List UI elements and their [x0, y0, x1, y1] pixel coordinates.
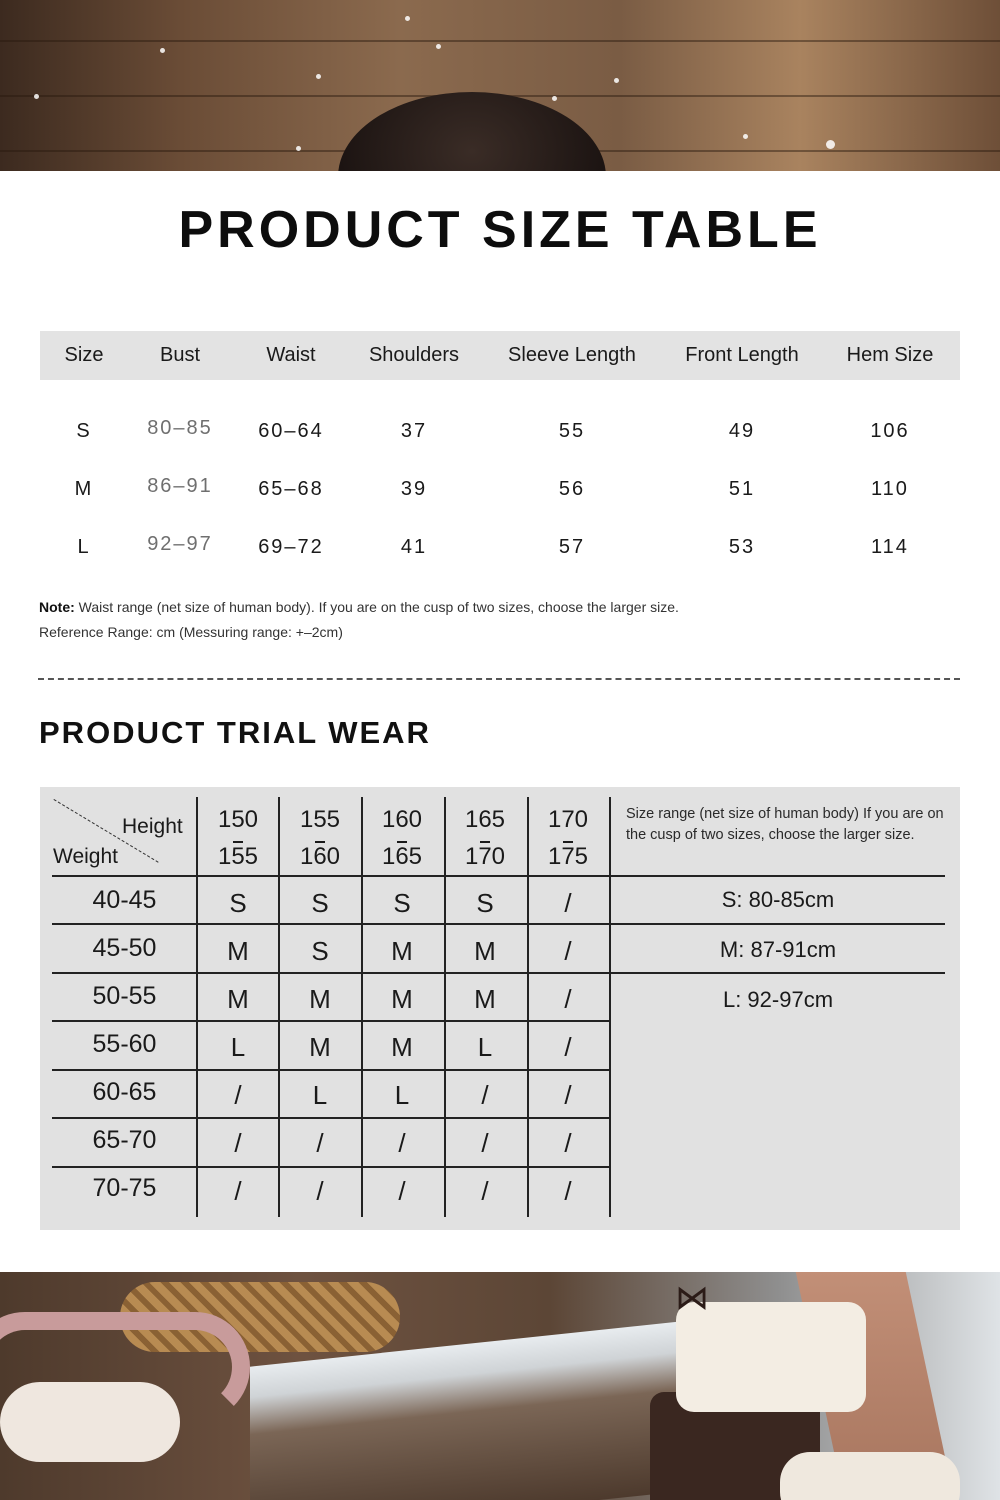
weight-cell: 50-55: [92, 982, 157, 1010]
header-waist: Waist: [266, 344, 316, 366]
page-title: PRODUCT SIZE TABLE: [178, 201, 822, 259]
size-value: S: [393, 888, 411, 918]
height-header: 165 170: [444, 801, 526, 875]
size-table-row: [40, 469, 960, 509]
weight-cell: 40-45: [92, 886, 157, 914]
size-value: M: [227, 984, 249, 1014]
sleeve-length-cell: 57: [558, 536, 586, 558]
front-length-cell: 53: [728, 536, 756, 558]
size-range-s: S: 80-85cm: [721, 887, 835, 912]
size-value: /: [316, 1176, 324, 1206]
size-value: M: [309, 984, 331, 1014]
size-cell: S: [76, 420, 92, 442]
size-cell: L: [77, 536, 91, 558]
section-divider: [38, 678, 960, 680]
weight-cell: 60-65: [92, 1078, 157, 1106]
height-header: 160 165: [361, 801, 443, 875]
size-value: /: [564, 936, 572, 966]
size-value: M: [309, 1032, 331, 1062]
model-hair: [338, 92, 606, 171]
hem-size-cell: 106: [870, 420, 910, 442]
size-cell: M: [74, 478, 94, 500]
size-value: /: [564, 1128, 572, 1158]
size-value: /: [481, 1176, 489, 1206]
size-range-l: L: 92-97cm: [722, 987, 834, 1012]
size-table-header: [40, 331, 960, 380]
fur-bag: [0, 1382, 180, 1462]
size-value: /: [234, 1128, 242, 1158]
trial-wear-title: PRODUCT TRIAL WEAR: [39, 715, 431, 750]
size-value: /: [564, 984, 572, 1014]
front-length-cell: 49: [728, 420, 756, 442]
size-value: /: [316, 1128, 324, 1158]
size-value: S: [311, 936, 329, 966]
note-label: Note:: [39, 599, 75, 615]
waist-cell: 69–72: [258, 536, 324, 558]
size-value: /: [234, 1176, 242, 1206]
note-line-1: Waist range (net size of human body). If you are on the cusp of two sizes, choose the larger size.: [74, 599, 679, 615]
size-value: /: [564, 1176, 572, 1206]
weight-label: Weight: [53, 845, 118, 868]
size-value: L: [312, 1080, 328, 1110]
sleeve-length-cell: 56: [558, 478, 586, 500]
weight-cell: 70-75: [92, 1174, 157, 1202]
bust-cell: 80–85: [147, 417, 213, 439]
bust-cell: 92–97: [147, 533, 213, 555]
size-value: M: [391, 984, 413, 1014]
size-value: L: [477, 1032, 493, 1062]
height-header: 170 175: [527, 801, 609, 875]
bust-cell: 86–91: [147, 475, 213, 497]
header-shoulders: Shoulders: [368, 344, 460, 366]
shoulders-cell: 39: [400, 478, 428, 500]
size-value: S: [311, 888, 329, 918]
size-value: M: [474, 984, 496, 1014]
hem-size-cell: 114: [871, 536, 909, 558]
waist-cell: 65–68: [258, 478, 324, 500]
waist-cell: 60–64: [258, 420, 324, 442]
hem-size-cell: 110: [871, 478, 909, 500]
height-label: Height: [122, 815, 183, 838]
size-value: M: [474, 936, 496, 966]
size-value: /: [398, 1128, 406, 1158]
header-bust: Bust: [159, 344, 201, 366]
bottom-product-photo: [0, 1272, 1000, 1500]
size-value: /: [481, 1080, 489, 1110]
size-value: S: [229, 888, 247, 918]
trial-wear-table: [40, 787, 960, 1230]
header-sleeve-length: Sleeve Length: [508, 344, 636, 366]
bow-icon: ⋈: [675, 1278, 709, 1318]
height-header: 150 155: [197, 801, 279, 875]
size-value: S: [476, 888, 494, 918]
shoulders-cell: 41: [400, 536, 428, 558]
top-product-photo: [0, 0, 1000, 171]
size-value: /: [234, 1080, 242, 1110]
size-range-m: M: 87-91cm: [719, 937, 837, 962]
size-range-note: Size range (net size of human body) If you are on the cusp of two sizes, choose the larger size.: [626, 806, 944, 843]
size-value: L: [230, 1032, 246, 1062]
header-hem-size: Hem Size: [846, 344, 934, 366]
note-line-2: Reference Range: cm (Messuring range: +–2cm): [39, 624, 343, 640]
boot-fur-cuff-2: [780, 1452, 960, 1500]
size-value: M: [227, 936, 249, 966]
header-front-length: Front Length: [685, 344, 799, 366]
boot-fur-cuff: [676, 1302, 866, 1412]
size-table-row: [40, 527, 960, 567]
size-value: L: [394, 1080, 410, 1110]
header-size: Size: [64, 344, 104, 366]
size-table-row: [40, 411, 960, 451]
size-value: M: [391, 1032, 413, 1062]
size-value: /: [564, 888, 572, 918]
size-value: /: [564, 1032, 572, 1062]
weight-cell: 45-50: [92, 934, 157, 962]
shoulders-cell: 37: [400, 420, 428, 442]
height-header: 155 160: [279, 801, 361, 875]
size-value: /: [398, 1176, 406, 1206]
size-value: M: [391, 936, 413, 966]
front-length-cell: 51: [728, 478, 756, 500]
weight-cell: 55-60: [92, 1030, 157, 1058]
size-value: /: [481, 1128, 489, 1158]
size-value: /: [564, 1080, 572, 1110]
size-note: [39, 595, 679, 645]
sleeve-length-cell: 55: [558, 420, 586, 442]
weight-cell: 65-70: [92, 1126, 157, 1154]
